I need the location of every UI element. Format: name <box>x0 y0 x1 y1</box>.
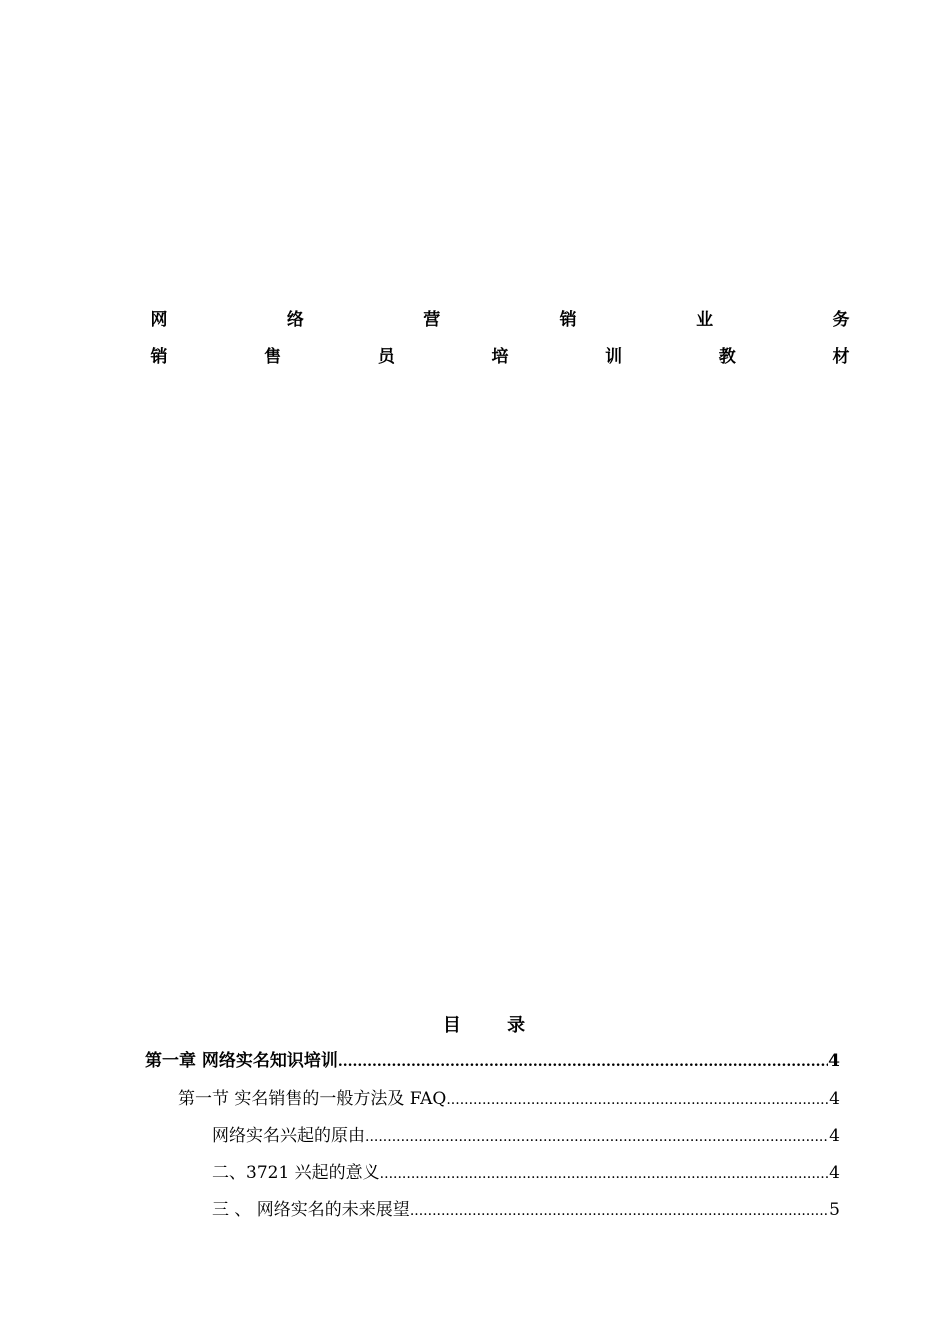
title-char: 售 <box>264 347 282 367</box>
title-char: 销 <box>559 310 577 330</box>
toc-entry-subsection-3[interactable] <box>212 1199 840 1222</box>
toc-dot-leader <box>338 1051 828 1073</box>
toc-page-number: 4 <box>828 1051 840 1071</box>
toc-dot-leader <box>410 1200 829 1222</box>
toc-dot-leader <box>365 1126 829 1148</box>
title-char: 营 <box>423 310 441 330</box>
document-title-line-2 <box>150 347 850 367</box>
toc-heading: 目 录 <box>442 1015 546 1036</box>
title-char: 络 <box>286 310 304 330</box>
toc-page-number: 4 <box>829 1163 840 1183</box>
toc-page-number: 4 <box>829 1126 840 1146</box>
toc-entry-section-1[interactable] <box>178 1088 840 1111</box>
toc-entry-label: 网络实名兴起的原由 <box>212 1126 365 1146</box>
title-char: 业 <box>696 310 714 330</box>
toc-dot-leader <box>446 1089 829 1111</box>
title-char: 员 <box>377 347 395 367</box>
toc-entry-subsection-2[interactable] <box>212 1162 840 1185</box>
title-char: 销 <box>150 347 168 367</box>
toc-entry-label: 第一节 实名销售的一般方法及 FAQ <box>178 1089 447 1109</box>
document-title-line-1 <box>150 310 850 330</box>
toc-entry-chapter-1[interactable] <box>145 1050 840 1073</box>
title-char: 务 <box>832 310 850 330</box>
toc-page-number: 5 <box>829 1200 840 1220</box>
title-char: 材 <box>832 347 850 367</box>
toc-dot-leader <box>380 1163 830 1185</box>
toc-entry-label: 第一章 网络实名知识培训 <box>145 1051 338 1071</box>
toc-page-number: 4 <box>829 1089 840 1109</box>
toc-entry-label: 三 、 网络实名的未来展望 <box>212 1200 410 1220</box>
toc-entry-subsection-1[interactable] <box>212 1125 840 1148</box>
toc-entry-label: 二、3721 兴起的意义 <box>212 1163 380 1183</box>
title-char: 训 <box>605 347 623 367</box>
title-char: 网 <box>150 310 168 330</box>
title-char: 教 <box>718 347 736 367</box>
title-char: 培 <box>491 347 509 367</box>
